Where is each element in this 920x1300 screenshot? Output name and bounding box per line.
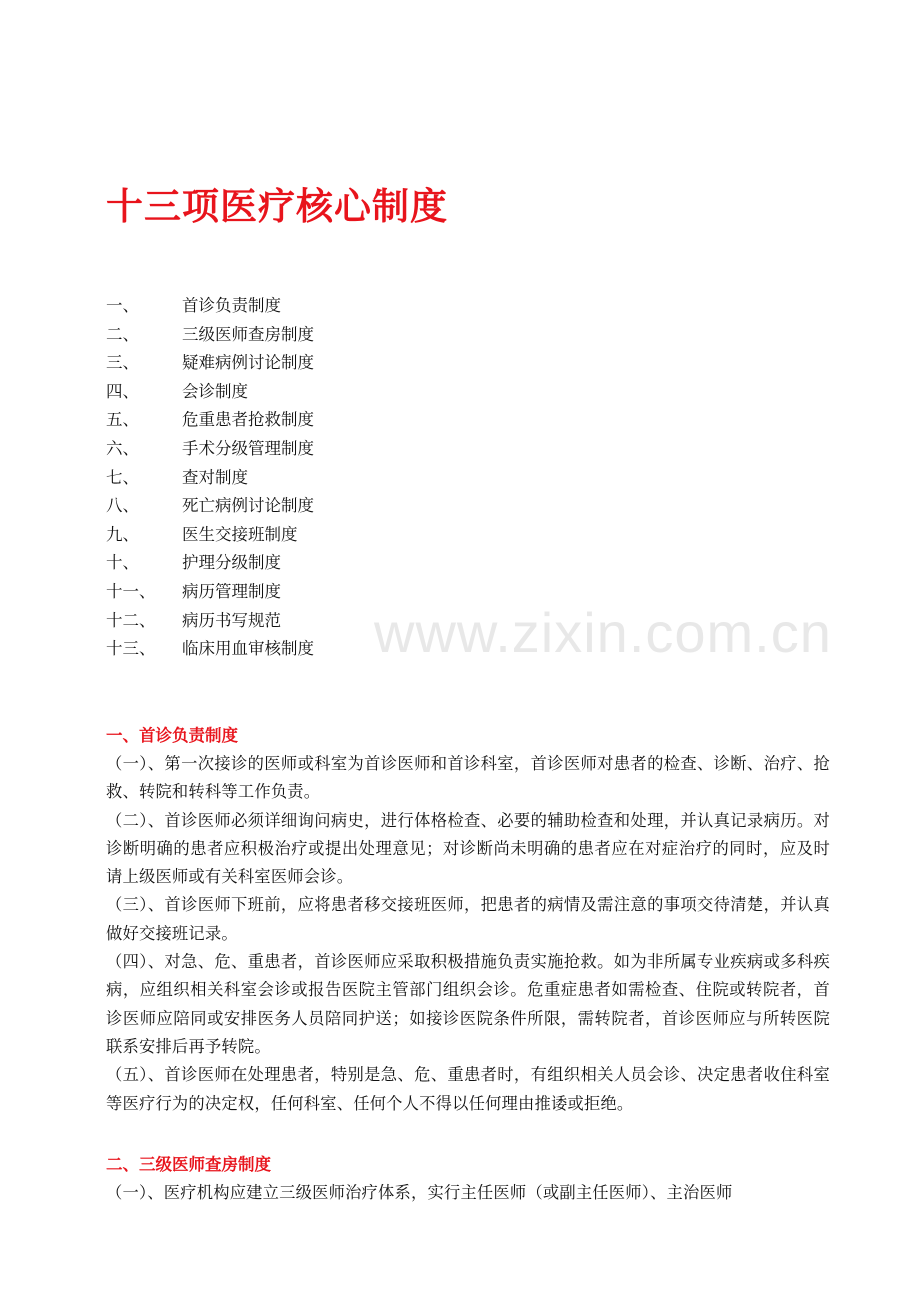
toc-item-label: 病历管理制度 — [182, 581, 281, 601]
section-heading: 一、首诊负责制度 — [106, 726, 238, 745]
section-paragraph: （二）、首诊医师必须详细询问病史，进行体格检查、必要的辅助检查和处理，并认真记录病历。对诊断明确的患者应积极治疗或提出处理意见；对诊断尚未明确的患者应在对症治疗的同时，应及时请上级医师或有关科室医师会诊。 — [106, 810, 830, 887]
toc-item-label: 死亡病例讨论制度 — [182, 496, 314, 516]
document-title: 十三项医疗核心制度 — [106, 185, 448, 228]
section-paragraph: （一）、医疗机构应建立三级医师治疗体系，实行主任医师（或副主任医师）、主治医师 — [106, 1183, 733, 1202]
toc-item-number: 四、 — [106, 381, 139, 401]
toc-item-number: 一、 — [106, 296, 139, 315]
toc-item — [106, 406, 314, 435]
section-three-level-rounds — [106, 1151, 830, 1207]
toc-item-label: 手术分级管理制度 — [182, 438, 314, 458]
section-paragraph: （五）、首诊医师在处理患者，特别是急、危、重患者时，有组织相关人员会诊、决定患者收住科室等医疗行为的决定权，任何科室、任何个人不得以任何理由推诿或拒绝。 — [106, 1065, 830, 1113]
watermark: www.zixin.com.cn — [374, 601, 832, 664]
toc-item-label: 三级医师查房制度 — [182, 324, 314, 344]
toc-item — [106, 321, 314, 350]
toc-item — [106, 435, 314, 464]
toc-item-number: 十、 — [106, 553, 139, 573]
toc-item — [106, 578, 314, 607]
section-heading: 二、三级医师查房制度 — [106, 1155, 271, 1174]
toc-item-label: 危重患者抢救制度 — [182, 410, 314, 430]
toc-item — [106, 349, 314, 378]
toc-item — [106, 521, 314, 550]
toc-item-label: 医生交接班制度 — [182, 524, 298, 544]
toc-item-number: 八、 — [106, 496, 139, 516]
toc-item — [106, 607, 314, 636]
toc-item-label: 会诊制度 — [182, 381, 248, 401]
toc-item-label: 查对制度 — [182, 467, 248, 487]
section-first-visit-responsibility — [106, 722, 830, 1118]
toc-item-label: 病历书写规范 — [182, 610, 281, 630]
section-paragraph: （三）、首诊医师下班前，应将患者移交接班医师，把患者的病情及需注意的事项交待清楚，并认真做好交接班记录。 — [106, 895, 830, 943]
toc-item — [106, 635, 314, 664]
toc-item-label: 临床用血审核制度 — [182, 639, 314, 659]
toc-item-number: 六、 — [106, 438, 139, 458]
toc-item-number: 九、 — [106, 524, 139, 544]
toc-item-number: 十二、 — [106, 610, 156, 630]
toc-item — [106, 492, 314, 521]
toc-item-number: 二、 — [106, 324, 139, 344]
toc-item — [106, 378, 314, 407]
toc-item-number: 三、 — [106, 353, 139, 373]
section-paragraph: （一）、第一次接诊的医师或科室为首诊医师和首诊科室，首诊医师对患者的检查、诊断、治疗、抢救、转院和转科等工作负责。 — [106, 754, 830, 802]
toc-item — [106, 549, 314, 578]
toc-item-label: 疑难病例讨论制度 — [182, 353, 314, 373]
table-of-contents — [106, 292, 314, 664]
toc-item-number: 十三、 — [106, 639, 156, 659]
toc-item-label: 首诊负责制度 — [182, 296, 281, 315]
toc-item-number: 五、 — [106, 410, 139, 430]
toc-item — [106, 292, 314, 321]
section-paragraph: （四）、对急、危、重患者，首诊医师应采取积极措施负责实施抢救。如为非所属专业疾病或多科疾病，应组织相关科室会诊或报告医院主管部门组织会诊。危重症患者如需检查、住院或转院者，首诊医师应陪同或安排医务人员陪同护送；如接诊医院条件所限，需转院者，首诊医师应与所转医院联系安排后再予转院。 — [106, 952, 830, 1056]
toc-item-label: 护理分级制度 — [182, 553, 281, 573]
toc-item-number: 十一、 — [106, 581, 156, 601]
toc-item — [106, 464, 314, 493]
toc-item-number: 七、 — [106, 467, 139, 487]
